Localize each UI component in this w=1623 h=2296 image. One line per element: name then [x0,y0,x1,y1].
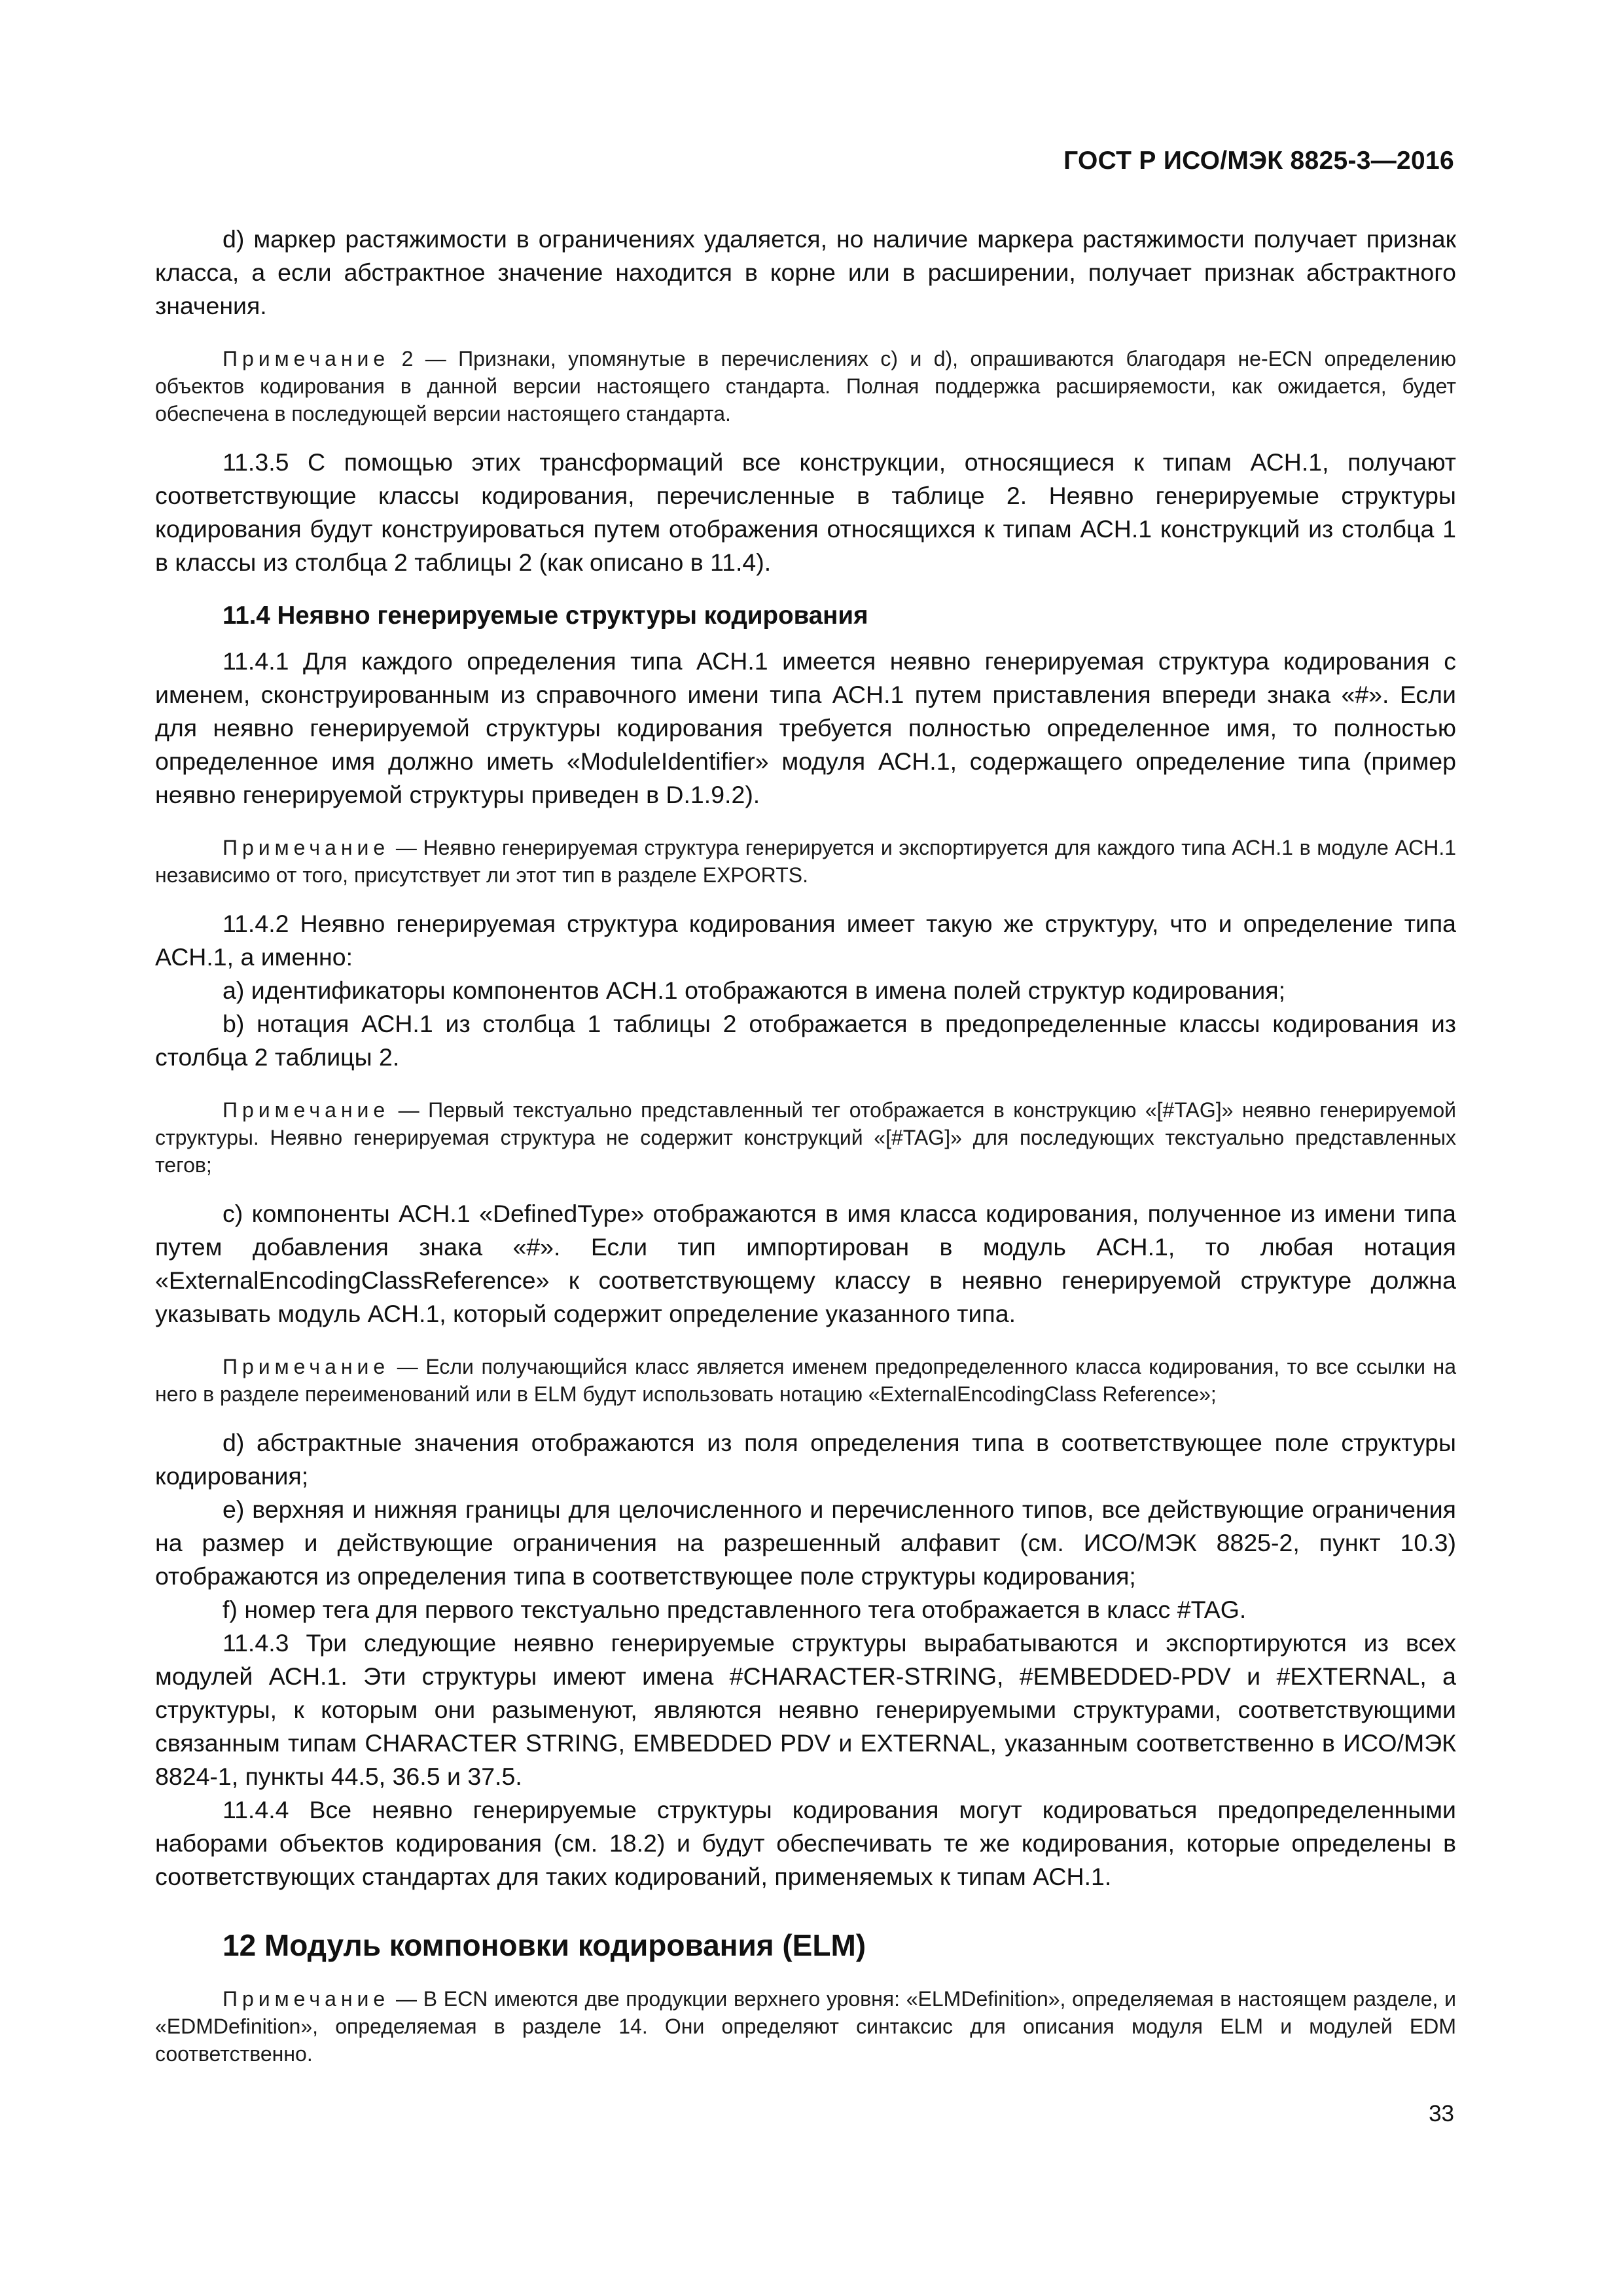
paragraph: 11.4.1 Для каждого определения типа АСН.1 имеется неявно генерируемая структура кодирования с именем, сконструированным из справочного имени типа АСН.1 путем приставления впереди знака «#». Если для неявно генерируемой структуры кодирования требуется полностью определенное имя, то полностью определенное имя должно иметь «ModuleIdentifier» модуля АСН.1, содержащего определение типа (пример неявно генерируемой структуры приведен в D.1.9.2). [155,647,1456,808]
note [155,1096,1456,1179]
note-text: — Первый текстуально представленный тег отображается в конструкцию «[#TAG]» неявно генерируемой структуры. Неявно генерируемая структура не содержит конструкций «[#TAG]» для последующих текстуально представленных тегов; [155,1098,1456,1177]
paragraph: e) верхняя и нижняя границы для целочисленного и перечисленного типов, все действующие ограничения на размер и действующие ограничения на разрешенный алфавит (см. ИСО/МЭК 8825-2, пункт 10.3) отображаются из определения типа в соответствующее поле структуры кодирования; [155,1496,1456,1590]
note-label: Примечание [223,836,390,859]
note-text: — В ECN имеются две продукции верхнего уровня: «ELMDefinition», определяемая в настоящем разделе, и «EDMDefinition», определяемая в разделе 14. Они определяют синтаксис для описания модуля ELM и модулей EDM соответственно. [155,1987,1456,2066]
note-label: Примечание [223,1987,390,2011]
paragraph: 11.3.5 С помощью этих трансформаций все конструкции, относящиеся к типам АСН.1, получают соответствующие классы кодирования, перечисленные в таблице 2. Неявно генерируемые структуры кодирования будут конструироваться путем отображения относящихся к типам АСН.1 конструкций из столбца 1 в классы из столбца 2 таблицы 2 (как описано в 11.4). [155,448,1456,576]
page-number: 33 [1429,2101,1454,2126]
note [155,1985,1456,2068]
paragraph: f) номер тега для первого текстуально представленного тега отображается в класс #TAG. [223,1596,1247,1623]
note-text: — Неявно генерируемая структура генерируется и экспортируется для каждого типа АСН.1 в модуле АСН.1 независимо от того, присутствует ли этот тип в разделе EXPORTS. [155,836,1456,887]
paragraph: d) абстрактные значения отображаются из поля определения типа в соответствующее поле структуры кодирования; [155,1429,1456,1490]
paragraph: 11.4.3 Три следующие неявно генерируемые структуры вырабатываются и экспортируются из всех модулей АСН.1. Эти структуры имеют имена #CHARACTER-STRING, #EMBEDDED-PDV и #EXTERNAL, а структуры, к которым они разыменуют, являются неявно генерируемыми структурами, соответствующими связанным типам CHARACTER STRING, EMBEDDED PDV и EXTERNAL, указанным соответственно в ИСО/МЭК 8824-1, пункты 44.5, 36.5 и 37.5. [155,1629,1456,1790]
paragraph: b) нотация АСН.1 из столбца 1 таблицы 2 отображается в предопределенные классы кодирования из столбца 2 таблицы 2. [155,1010,1456,1071]
note-text: 2 — Признаки, упомянутые в перечислениях c) и d), опрашиваются благодаря не-ECN определению объектов кодирования в данной версии настоящего стандарта. Полная поддержка расширяемости, как ожидается, будет обеспечена в последующей версии настоящего стандарта. [155,347,1457,425]
paragraph: d) маркер растяжимости в ограничениях удаляется, но наличие маркера растяжимости получает признак класса, а если абстрактное значение находится в корне или в расширении, получает признак абстрактного значения. [155,225,1456,319]
document-body [155,223,1456,2086]
paragraph: 11.4.2 Неявно генерируемая структура кодирования имеет такую же структуру, что и определение типа АСН.1, а именно: [155,910,1456,971]
clause-heading: 12 Модуль компоновки кодирования (ELM) [223,1928,866,1962]
note-label: Примечание [223,1355,390,1378]
note [155,345,1456,427]
note-label: Примечание [223,347,390,370]
paragraph: c) компоненты АСН.1 «DefinedType» отображаются в имя класса кодирования, полученное из имени типа путем добавления знака «#». Если тип импортирован в модуль АСН.1, то любая нотация «ExternalEncodingClassReference» к соответствующему классу в неявно генерируемой структуре должна указывать модуль АСН.1, который содержит определение указанного типа. [155,1200,1456,1327]
note [155,834,1456,889]
note-text: — Если получающийся класс является именем предопределенного класса кодирования, то все ссылки на него в разделе переименований или в ELM будут использовать нотацию «ExternalEncodingClass Reference»; [155,1355,1456,1406]
section-heading: 11.4 Неявно генерируемые структуры кодирования [223,601,868,630]
note [155,1353,1456,1408]
paragraph: a) идентификаторы компонентов АСН.1 отображаются в имена полей структур кодирования; [223,977,1285,1004]
paragraph: 11.4.4 Все неявно генерируемые структуры кодирования могут кодироваться предопределенными наборами объектов кодирования (см. 18.2) и будут обеспечивать те же кодирования, которые определены в соответствующих стандартах для таких кодирований, применяемых к типам АСН.1. [155,1796,1456,1890]
document-header: ГОСТ Р ИСО/МЭК 8825-3—2016 [1063,147,1454,175]
note-label: Примечание [223,1098,390,1122]
